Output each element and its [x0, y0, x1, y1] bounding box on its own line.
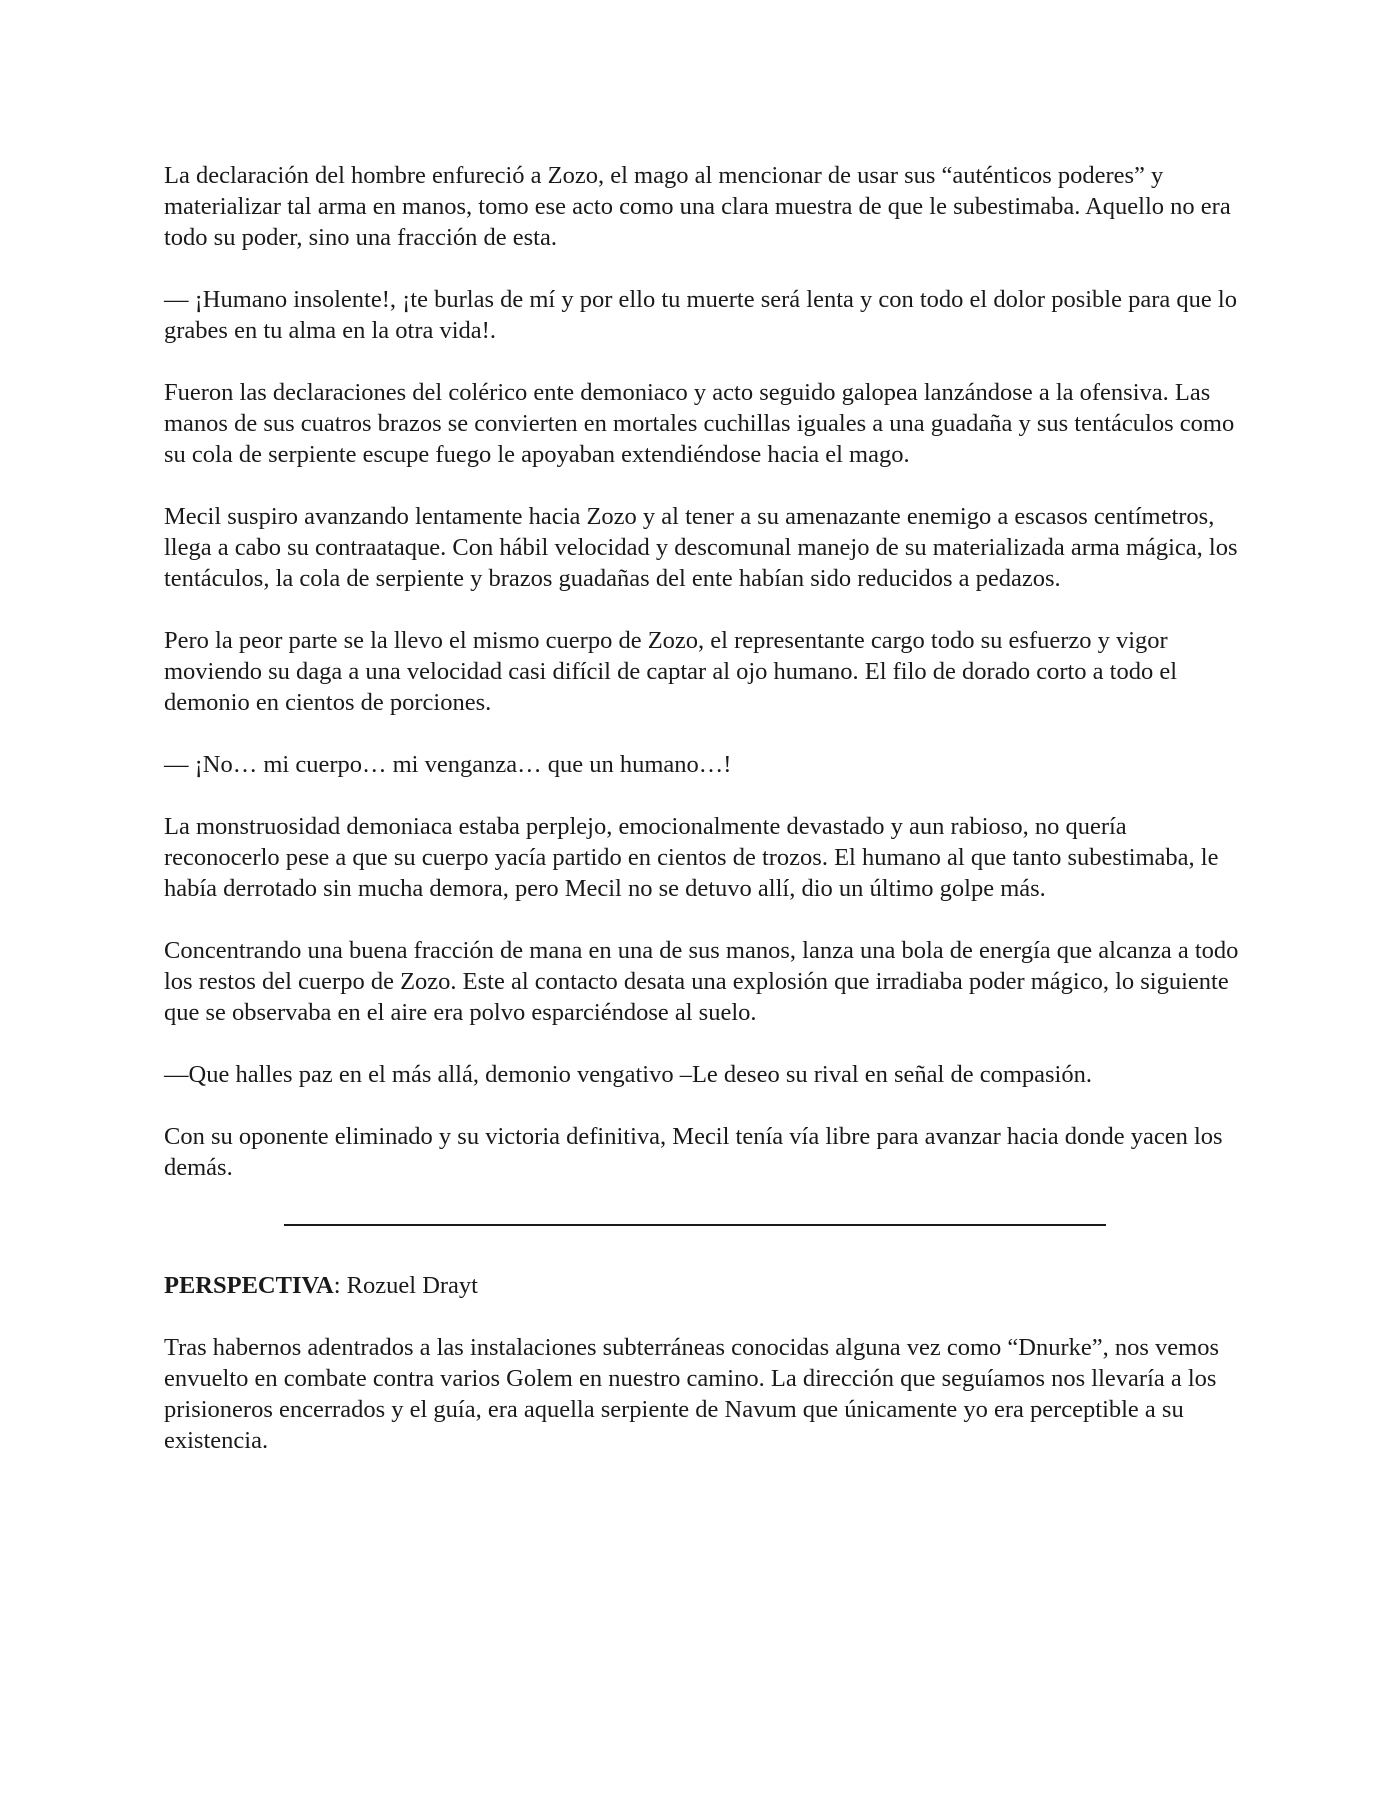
perspective-name: Rozuel Drayt	[346, 1272, 478, 1299]
paragraph: Mecil suspiro avanzando lentamente hacia Zozo y al tener a su amenazante enemigo a escasos centímetros, llega a cabo su contraataque. Con hábil velocidad y descomunal manejo de su materializada arma mágica, los tentáculos, la cola de serpiente y brazos guadañas del ente habían sido reducidos a pedazos.	[164, 503, 1238, 592]
dialogue-line: — ¡Humano insolente!, ¡te burlas de mí y por ello tu muerte será lenta y con todo el dolor posible para que lo grabes en tu alma en la otra vida!.	[164, 286, 1237, 344]
paragraph: Pero la peor parte se la llevo el mismo cuerpo de Zozo, el representante cargo todo su esfuerzo y vigor moviendo su daga a una velocidad casi difícil de captar al ojo humano. El filo de dorado corto a todo el demonio en cientos de porciones.	[164, 627, 1178, 716]
paragraph: La monstruosidad demoniaca estaba perplejo, emocionalmente devastado y aun rabioso, no quería reconocerlo pese a que su cuerpo yacía partido en cientos de trozos. El humano al que tanto subestimaba, le había derrotado sin mucha demora, pero Mecil no se detuvo allí, dio un último golpe más.	[164, 813, 1219, 902]
paragraph: Fueron las declaraciones del colérico ente demoniaco y acto seguido galopea lanzándose a la ofensiva. Las manos de sus cuatros brazos se convierten en mortales cuchillas iguales a una guadaña y sus tentáculos como su cola de serpiente escupe fuego le apoyaban extendiéndose hacia el mago.	[164, 379, 1235, 468]
document-page	[164, 160, 1244, 1487]
section-divider	[164, 1208, 1244, 1270]
paragraph: Concentrando una buena fracción de mana en una de sus manos, lanza una bola de energía que alcanza a todo los restos del cuerpo de Zozo. Este al contacto desata una explosión que irradiaba poder mágico, lo siguiente que se observaba en el aire era polvo esparciéndose al suelo.	[164, 937, 1239, 1026]
dialogue-line: — ¡No… mi cuerpo… mi venganza… que un humano…!	[164, 751, 732, 778]
paragraph: Tras habernos adentrados a las instalaciones subterráneas conocidas alguna vez como “Dnurke”, nos vemos envuelto en combate contra varios Golem en nuestro camino. La dirección que seguíamos nos llevaría a los prisioneros encerrados y el guía, era aquella serpiente de Navum que únicamente yo era perceptible a su existencia.	[164, 1334, 1219, 1454]
divider-line	[284, 1224, 1106, 1226]
paragraph: Con su oponente eliminado y su victoria definitiva, Mecil tenía vía libre para avanzar hacia donde yacen los demás.	[164, 1123, 1223, 1181]
perspective-label: PERSPECTIVA	[164, 1272, 334, 1299]
perspective-separator: :	[333, 1272, 347, 1299]
dialogue-line: —Que halles paz en el más allá, demonio vengativo –Le deseo su rival en señal de compasión.	[164, 1061, 1092, 1088]
perspective-heading	[164, 1270, 1244, 1301]
paragraph: La declaración del hombre enfureció a Zozo, el mago al mencionar de usar sus “auténticos poderes” y materializar tal arma en manos, tomo ese acto como una clara muestra de que le subestimaba. Aquello no era todo su poder, sino una fracción de esta.	[164, 162, 1231, 251]
